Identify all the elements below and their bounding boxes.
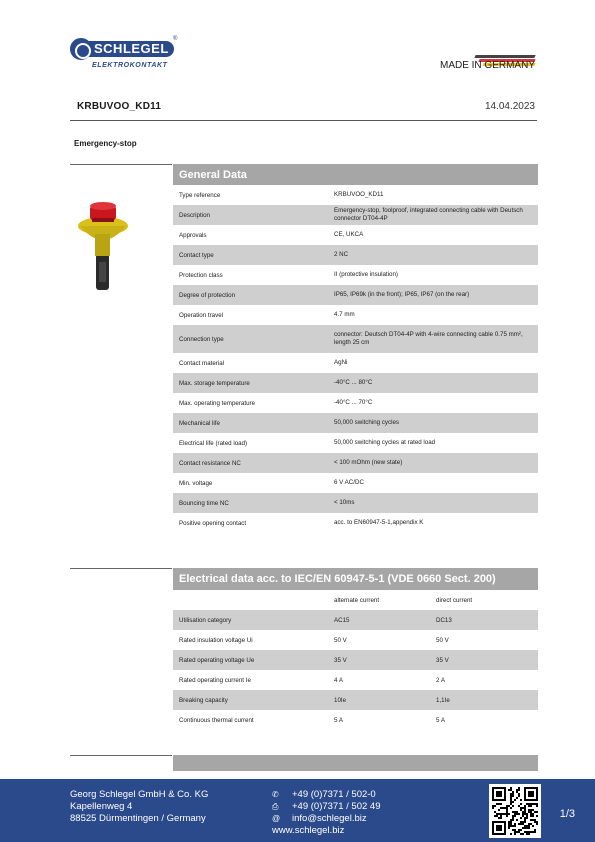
made-in-label: MADE IN GERMANY: [439, 60, 535, 71]
table-row: [173, 453, 538, 473]
section-divider: [70, 755, 172, 756]
table-row: [173, 413, 538, 433]
value-dc: 2 A: [436, 676, 445, 684]
table-row: [173, 393, 538, 413]
table-row: [173, 710, 538, 730]
value-dc: DC13: [436, 616, 452, 624]
table-row: [173, 325, 538, 353]
row-value: 2 NC: [334, 251, 349, 258]
table-row: [173, 373, 538, 393]
qr-code: [489, 784, 541, 838]
electrical-data-title: Electrical data acc. to IEC/EN 60947-5-1 (VDE 0660 Sect. 200): [173, 568, 538, 590]
phone-number[interactable]: +49 (0)7371 / 502-0: [292, 789, 376, 800]
row-label: Degree of protection: [179, 291, 236, 299]
column-header-ac: alternate current: [334, 596, 380, 604]
row-label: Protection class: [179, 271, 223, 279]
logo-emblem: [70, 38, 92, 60]
table-row: [173, 285, 538, 305]
row-value: acc. to EN60947-5-1,appendix K: [334, 519, 424, 526]
email-link[interactable]: info@schlegel.biz: [292, 813, 367, 824]
column-header-dc: direct current: [436, 596, 473, 604]
section-divider: [70, 568, 172, 569]
fax-number[interactable]: +49 (0)7371 / 502 49: [292, 801, 381, 812]
company-contact: [272, 789, 380, 837]
table-row: [173, 245, 538, 265]
row-label: Operation travel: [179, 311, 224, 319]
page-number: 1/3: [559, 808, 575, 820]
row-value: KRBUVOO_KD11: [334, 191, 384, 198]
next-section-bar: [173, 755, 538, 771]
row-value: 6 V AC/DC: [334, 479, 364, 486]
general-data-title: General Data: [173, 164, 538, 185]
section-divider: [70, 164, 172, 165]
row-label: Contact material: [179, 359, 225, 367]
electrical-data-table: [173, 568, 538, 730]
row-value: Emergency-stop, foolproof, integrated connecting cable with Deutsch connector DT04-4P: [334, 207, 523, 222]
company-city: 88525 Dürmentingen / Germany: [70, 813, 206, 824]
product-image: [76, 196, 132, 292]
row-value: 50,000 switching cycles at rated load: [334, 439, 436, 446]
table-row: [173, 353, 538, 373]
table-row: [173, 225, 538, 245]
fax-icon: ⎙: [272, 802, 279, 811]
table-row: [173, 630, 538, 650]
website-link[interactable]: www.schlegel.biz: [272, 825, 345, 836]
value-ac: 10Ie: [334, 696, 347, 704]
row-label: Mechanical life: [179, 419, 220, 427]
row-label: Bouncing time NC: [179, 499, 229, 507]
logo-registered-mark: ®: [173, 36, 178, 42]
row-value: < 10ms: [334, 499, 355, 506]
value-dc: 35 V: [436, 656, 449, 664]
table-row: [173, 610, 538, 630]
row-label: Approvals: [179, 231, 207, 239]
table-row: [173, 493, 538, 513]
row-label: Max. operating temperature: [179, 399, 256, 407]
row-value: -40°C ... 70°C: [334, 399, 373, 406]
row-value: AgNi: [334, 359, 348, 366]
row-label: Description: [179, 211, 210, 219]
value-ac: AC15: [334, 616, 350, 624]
footer: [0, 779, 595, 842]
logo-subtitle: ELEKTROKONTAKT: [92, 62, 168, 69]
row-value: IP65, IP69k (in the front); IP65, IP67 (on the rear): [334, 291, 470, 298]
header-divider: [70, 120, 537, 121]
table-row: [173, 690, 538, 710]
table-row: [173, 670, 538, 690]
table-row: [173, 305, 538, 325]
value-dc: 1,1Ie: [436, 696, 450, 704]
at-icon: @: [272, 814, 281, 823]
company-logo: [70, 38, 180, 72]
table-row: [173, 205, 538, 225]
table-row: [173, 265, 538, 285]
row-value: -40°C ... 80°C: [334, 379, 373, 386]
company-street: Kapellenweg 4: [70, 801, 133, 812]
row-value: 4.7 mm: [334, 311, 355, 318]
row-value: CE, UKCA: [334, 231, 364, 238]
row-value: < 100 mOhm (new state): [334, 459, 403, 466]
row-value: 50,000 switching cycles: [334, 419, 400, 426]
table-row: [173, 650, 538, 670]
table-row: [173, 185, 538, 205]
row-label: Min. voltage: [179, 479, 213, 487]
value-dc: 5 A: [436, 716, 445, 724]
row-label: Contact resistance NC: [179, 459, 241, 467]
row-label: Connection type: [179, 335, 224, 343]
general-data-table: [173, 164, 538, 533]
value-ac: 35 V: [334, 656, 347, 664]
row-value: II (protective insulation): [334, 271, 398, 278]
row-label: Max. storage temperature: [179, 379, 250, 387]
row-label: Continuous thermal current: [179, 716, 254, 724]
row-label: Positive opening contact: [179, 519, 247, 527]
phone-icon: ✆: [272, 790, 279, 799]
table-row: [173, 473, 538, 493]
value-ac: 5 A: [334, 716, 343, 724]
document-date: 14.04.2023: [484, 101, 535, 112]
logo-name: SCHLEGEL: [94, 41, 169, 56]
row-label: Electrical life (rated load): [179, 439, 248, 447]
table-row: [173, 513, 538, 533]
value-dc: 50 V: [436, 636, 449, 644]
row-label: Utilisation category: [179, 616, 232, 624]
row-label: Rated operating current Ie: [179, 676, 251, 684]
company-name: Georg Schlegel GmbH & Co. KG: [70, 789, 209, 800]
next-section-header: [173, 755, 538, 771]
value-ac: 4 A: [334, 676, 343, 684]
row-label: Type reference: [179, 191, 221, 199]
row-value: connector: Deutsch DT04-4P with 4-wire connecting cable 0.75 mm², length 25 cm: [334, 331, 523, 346]
row-label: Breaking capacity: [179, 696, 228, 704]
row-label: Rated operating voltage Ue: [179, 656, 255, 664]
row-label: Contact type: [179, 251, 214, 259]
document-id: KRBUVOO_KD11: [77, 101, 162, 112]
table-row: [173, 433, 538, 453]
row-label: Rated insulation voltage Ui: [179, 636, 253, 644]
electrical-column-headers: [173, 590, 538, 610]
product-name: Emergency-stop: [74, 139, 137, 148]
company-address: [70, 789, 208, 825]
value-ac: 50 V: [334, 636, 347, 644]
